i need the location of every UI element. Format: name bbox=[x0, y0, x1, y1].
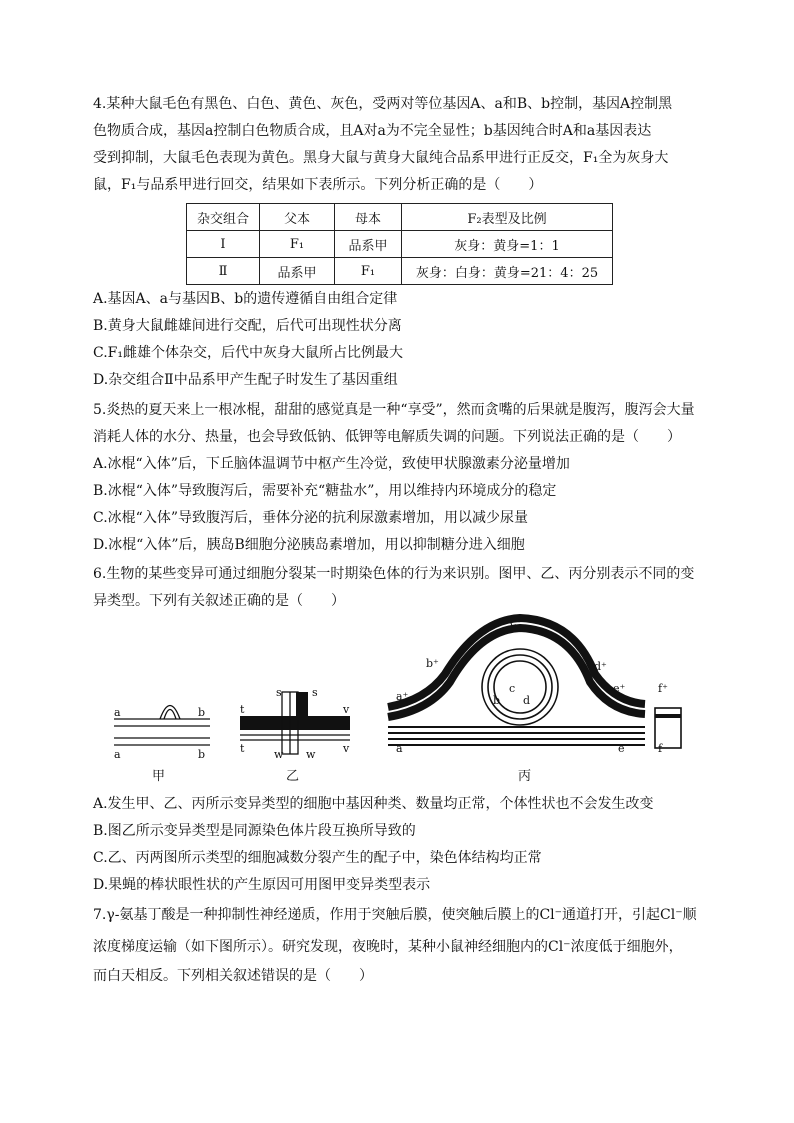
jia-gene-label: b bbox=[198, 748, 206, 761]
table-cell: F₁ bbox=[335, 258, 402, 285]
bing-gene-label: f bbox=[658, 742, 663, 755]
q6-option-d: D.果蝇的棒状眼性状的产生原因可用图甲变异类型表示 bbox=[93, 877, 431, 893]
q4-stem-line-2: 色物质合成，基因a控制白色物质合成，且A对a为不完全显性；b基因纯合时A和a基因表达 bbox=[93, 123, 652, 139]
table-header: F₂表型及比例 bbox=[402, 204, 613, 231]
figure-label-bing: 丙 bbox=[518, 769, 532, 784]
yi-gene-label: w bbox=[306, 748, 316, 761]
q7-stem-line-1: 7.γ-氨基丁酸是一种抑制性神经递质，作用于突触后膜，使突触后膜上的Cl⁻通道打开，引起Cl⁻顺 bbox=[93, 907, 697, 923]
bing-gene-label: b⁺ bbox=[426, 657, 439, 670]
q7-stem-line-3: 而白天相反。下列相关叙述错误的是（ ） bbox=[93, 968, 373, 984]
q4-option-d: D.杂交组合Ⅱ中品系甲产生配子时发生了基因重组 bbox=[93, 372, 398, 388]
figure-jia bbox=[114, 706, 210, 762]
bing-gene-label: d⁺ bbox=[594, 660, 607, 673]
table-header: 母本 bbox=[335, 204, 402, 231]
jia-gene-label: a bbox=[114, 748, 121, 761]
yi-gene-label: t bbox=[240, 742, 245, 755]
q5-option-d: D.冰棍“入体”后，胰岛B细胞分泌胰岛素增加，用以抑制糖分进入细胞 bbox=[93, 537, 525, 553]
q6-option-c: C.乙、丙两图所示类型的细胞减数分裂产生的配子中，染色体结构均正常 bbox=[93, 850, 542, 866]
table-header: 父本 bbox=[260, 204, 335, 231]
yi-gene-label: t bbox=[240, 703, 245, 716]
yi-gene-label: s bbox=[312, 686, 318, 699]
bing-gene-label: c bbox=[509, 682, 516, 695]
q4-stem-line-1: 4.某种大鼠毛色有黑色、白色、黄色、灰色，受两对等位基因A、a和B、b控制，基因A控制黑 bbox=[93, 96, 673, 112]
q5-stem-line-1: 5.炎热的夏天来上一根冰棍，甜甜的感觉真是一种“享受”，然而贪嘴的后果就是腹泻，腹泻会大量 bbox=[93, 402, 695, 418]
table-row bbox=[187, 258, 613, 285]
table-cell: Ⅱ bbox=[187, 258, 260, 285]
figure-label-jia: 甲 bbox=[152, 769, 166, 784]
q4-option-a: A.基因A、a与基因B、b的遗传遵循自由组合定律 bbox=[93, 291, 398, 307]
q6-stem-line-2: 异类型。下列有关叙述正确的是（ ） bbox=[93, 593, 345, 609]
yi-gene-label: v bbox=[343, 742, 350, 755]
q6-stem-line-1: 6.生物的某些变异可通过细胞分裂某一时期染色体的行为来识别。图甲、乙、丙分别表示不同的变 bbox=[93, 566, 695, 582]
figure-label-yi: 乙 bbox=[286, 769, 300, 784]
q4-option-c: C.F₁雌雄个体杂交，后代中灰身大鼠所占比例最大 bbox=[93, 345, 403, 361]
chromosome-variation-figure bbox=[100, 612, 700, 790]
bing-gene-label: d bbox=[523, 694, 531, 707]
table-cell: F₁ bbox=[260, 231, 335, 258]
table-header-row bbox=[187, 204, 613, 231]
bing-gene-label: f⁺ bbox=[658, 682, 668, 695]
table-row bbox=[187, 231, 613, 258]
table-header: 杂交组合 bbox=[187, 204, 260, 231]
bing-gene-label: a⁺ bbox=[396, 690, 409, 703]
table-cell: 品系甲 bbox=[335, 231, 402, 258]
q7-stem-line-2: 浓度梯度运输（如下图所示）。研究发现，夜晚时，某种小鼠神经细胞内的Cl⁻浓度低于细胞外， bbox=[93, 939, 683, 955]
q5-option-b: B.冰棍“入体”导致腹泻后，需要补充“糖盐水”，用以维持内环境成分的稳定 bbox=[93, 483, 557, 499]
figure-yi bbox=[240, 686, 350, 761]
q5-option-c: C.冰棍“入体”导致腹泻后，垂体分泌的抗利尿激素增加，用以减少尿量 bbox=[93, 510, 528, 526]
table-cell: 灰身：白身：黄身=21：4：25 bbox=[402, 258, 613, 285]
jia-gene-label: a bbox=[114, 706, 121, 719]
q5-stem-line-2: 消耗人体的水分、热量，也会导致低钠、低钾等电解质失调的问题。下列说法正确的是（ ） bbox=[93, 429, 681, 445]
q5-option-a: A.冰棍“入体”后，下丘脑体温调节中枢产生冷觉，致使甲状腺激素分泌量增加 bbox=[93, 456, 570, 472]
table-cell: 灰身：黄身=1：1 bbox=[402, 231, 613, 258]
bing-gene-label: c⁺ bbox=[510, 616, 522, 629]
jia-gene-label: b bbox=[198, 706, 206, 719]
yi-gene-label: s bbox=[276, 686, 282, 699]
q6-option-b: B.图乙所示变异类型是同源染色体片段互换所导致的 bbox=[93, 823, 416, 839]
table-cell: 品系甲 bbox=[260, 258, 335, 285]
q6-option-a: A.发生甲、乙、丙所示变异类型的细胞中基因种类、数量均正常，个体性状也不会发生改变 bbox=[93, 796, 654, 812]
q4-stem-line-3: 受到抑制，大鼠毛色表现为黄色。黑身大鼠与黄身大鼠纯合品系甲进行正反交，F₁全为灰身大 bbox=[93, 150, 669, 166]
cross-table bbox=[186, 203, 613, 285]
bing-gene-label: e⁺ bbox=[613, 682, 626, 695]
yi-gene-label: v bbox=[343, 703, 350, 716]
q4-stem-line-4: 鼠，F₁与品系甲进行回交，结果如下表所示。下列分析正确的是（ ） bbox=[93, 177, 543, 193]
bing-gene-label: e bbox=[618, 742, 625, 755]
bing-gene-label: a bbox=[396, 742, 403, 755]
q4-option-b: B.黄身大鼠雌雄间进行交配，后代可出现性状分离 bbox=[93, 318, 402, 334]
table-cell: Ⅰ bbox=[187, 231, 260, 258]
bing-gene-label: b bbox=[493, 694, 501, 707]
yi-gene-label: w bbox=[274, 748, 284, 761]
figure-bing bbox=[388, 616, 681, 755]
